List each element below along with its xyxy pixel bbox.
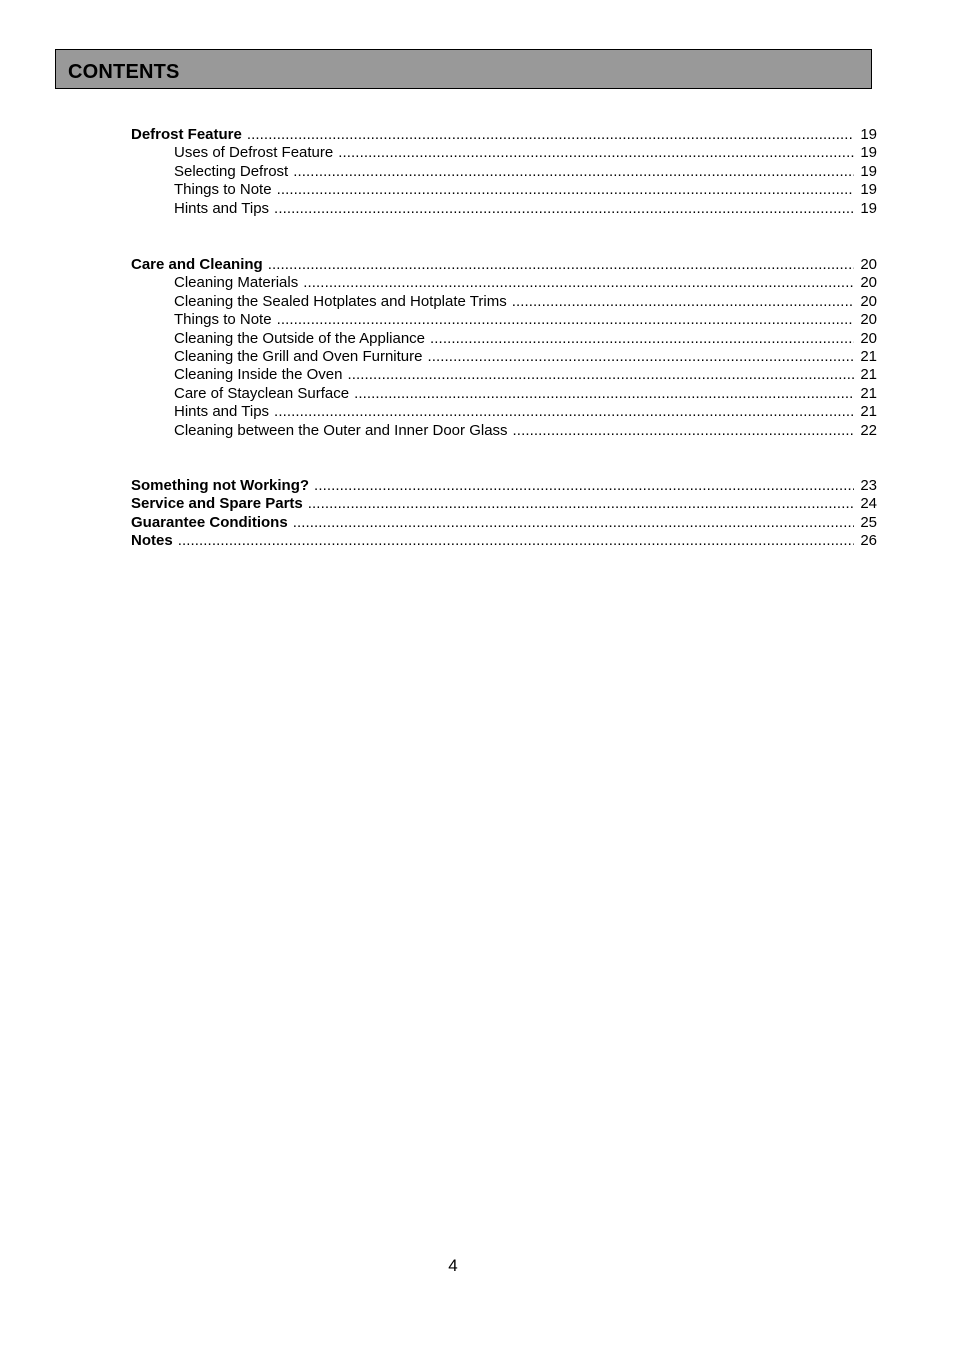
- toc-subentry: [131, 181, 877, 199]
- toc-entry: [131, 477, 877, 495]
- toc-entry-label: Things to Note: [174, 311, 272, 329]
- toc-entry-label: Service and Spare Parts: [131, 495, 303, 513]
- toc-leader-dots: [247, 126, 854, 144]
- toc-entry-label: Defrost Feature: [131, 126, 242, 143]
- toc-leader-dots: [427, 348, 854, 366]
- toc-entry-page: 21: [860, 384, 877, 402]
- toc-entry-label: Guarantee Conditions: [131, 513, 288, 531]
- toc-entry-page: 20: [860, 329, 877, 347]
- toc-leader-dots: [513, 422, 854, 440]
- toc-entry-page: 22: [860, 421, 877, 439]
- toc-subentry: [131, 163, 877, 181]
- toc-subentry: [131, 144, 877, 162]
- toc-entry-label: Cleaning between the Outer and Inner Door Glass: [174, 421, 508, 439]
- toc-entry-page: 20: [860, 311, 877, 329]
- toc-entry-page: 26: [860, 532, 877, 550]
- toc-entry-label: Cleaning Materials: [174, 274, 299, 292]
- toc-section-defrost: [131, 126, 877, 218]
- toc-leader-dots: [303, 274, 854, 292]
- toc-entry-page: 19: [860, 162, 877, 180]
- toc-entry: [131, 514, 877, 532]
- toc-entry-label: Selecting Defrost: [174, 162, 289, 180]
- toc-entry-page: 25: [860, 513, 877, 531]
- toc-entry-label: Cleaning Inside the Oven: [174, 366, 343, 384]
- toc-entry: [131, 256, 877, 274]
- toc-entry-label: Hints and Tips: [174, 199, 270, 217]
- toc-entry-label: Cleaning the Sealed Hotplates and Hotplate Trims: [174, 292, 507, 310]
- toc-subentry: [131, 293, 877, 311]
- toc-leader-dots: [274, 403, 854, 421]
- toc-leader-dots: [268, 256, 854, 274]
- toc-entry-label: Care and Cleaning: [131, 256, 263, 273]
- toc-entry-page: 20: [860, 256, 877, 273]
- page-title: CONTENTS: [68, 61, 180, 83]
- toc-entry: [131, 532, 877, 550]
- toc-entry-page: 21: [860, 366, 877, 384]
- toc-subentry: [131, 385, 877, 403]
- toc-entry-page: 23: [860, 477, 877, 494]
- toc-subentry: [131, 422, 877, 440]
- toc-entry-label: Uses of Defrost Feature: [174, 144, 334, 162]
- toc-entry-label: Things to Note: [174, 181, 272, 199]
- page-number: 4: [448, 1256, 458, 1275]
- toc-subentry: [131, 366, 877, 384]
- toc-entry-page: 20: [860, 292, 877, 310]
- toc-entry-page: 19: [860, 181, 877, 199]
- toc-entry-label: Care of Stayclean Surface: [174, 384, 350, 402]
- toc-entry-page: 21: [860, 347, 877, 365]
- toc-subentry: [131, 348, 877, 366]
- toc-leader-dots: [274, 200, 854, 218]
- toc-leader-dots: [512, 293, 854, 311]
- toc-entry-page: 20: [860, 274, 877, 292]
- toc-leader-dots: [314, 477, 854, 495]
- toc-entry-label: Something not Working?: [131, 477, 310, 494]
- toc-entry-label: Notes: [131, 532, 173, 550]
- toc-subentry: [131, 274, 877, 292]
- toc-leader-dots: [293, 163, 854, 181]
- toc-leader-dots: [338, 144, 854, 162]
- toc-subentry: [131, 200, 877, 218]
- toc-leader-dots: [347, 366, 854, 384]
- toc-leader-dots: [293, 514, 854, 532]
- toc-entry-label: Hints and Tips: [174, 403, 270, 421]
- toc-entry-label: Cleaning the Outside of the Appliance: [174, 329, 426, 347]
- toc-section-care-cleaning: [131, 256, 877, 440]
- toc-entry: [131, 495, 877, 513]
- toc-leader-dots: [354, 385, 854, 403]
- toc-entry-page: 19: [860, 144, 877, 162]
- toc-entry-page: 19: [860, 126, 877, 143]
- toc-leader-dots: [277, 181, 854, 199]
- toc-leader-dots: [277, 311, 854, 329]
- toc-subentry: [131, 403, 877, 421]
- toc-entry-page: 19: [860, 199, 877, 217]
- toc-entry: [131, 126, 877, 144]
- toc-entry-page: 21: [860, 403, 877, 421]
- toc-leader-dots: [308, 495, 854, 513]
- contents-header-bar: [55, 49, 872, 89]
- toc-subentry: [131, 311, 877, 329]
- toc-subentry: [131, 330, 877, 348]
- toc-entry-page: 24: [860, 495, 877, 513]
- toc-leader-dots: [430, 330, 854, 348]
- toc-leader-dots: [178, 532, 854, 550]
- toc-section-other: [131, 477, 877, 551]
- toc-entry-label: Cleaning the Grill and Oven Furniture: [174, 347, 423, 365]
